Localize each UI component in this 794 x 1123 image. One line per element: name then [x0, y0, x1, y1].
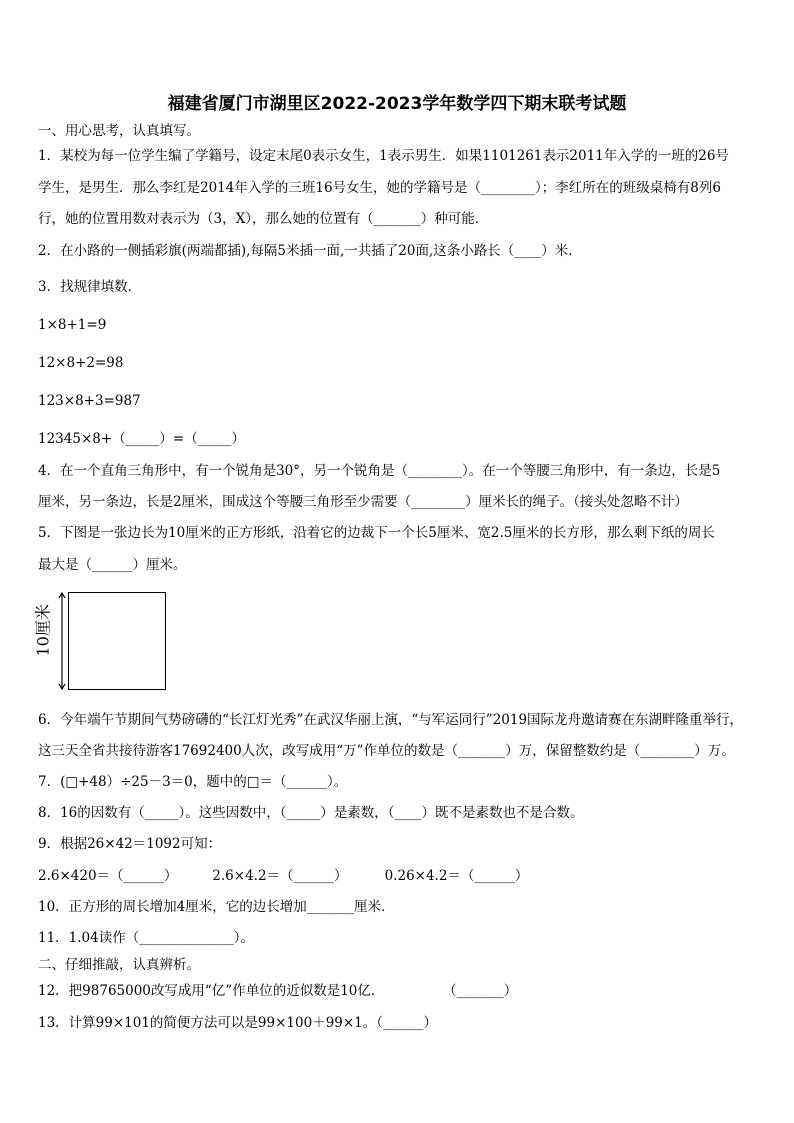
- section-heading-2: 二、仔细推敲，认真辨析。: [38, 957, 200, 973]
- question-8: 8．16的因数有（_____）。这些因数中，（_____）是素数，（____）既不是素数也不是合数。: [38, 805, 584, 821]
- page-title: 福建省厦门市湖里区2022-2023学年数学四下期末联考试题: [167, 94, 627, 114]
- question-1-line-2: 学生，是男生．那么李红是2014年入学的三班16号女生，她的学籍号是（________）；李红所在的班级桌椅有8列6: [38, 180, 721, 196]
- question-6-line-1: 6．今年端午节期间气势磅礴的“长江灯光秀”在武汉华丽上演，“与军运同行”2019国际龙舟邀请赛在东湖畔隆重举行，: [38, 712, 744, 728]
- question-9-items: [38, 867, 763, 885]
- question-6-line-2: 这三天全省共接待游客17692400人次，改写成用“万”作单位的数是（_______）万，保留整数约是（________）万。: [38, 743, 735, 759]
- question-12-answer-blank: （_______）: [443, 983, 518, 999]
- question-1-line-1: 1．某校为每一位学生编了学籍号，设定末尾0表示女生，1表示男生．如果1101261表示2011年入学的一班的26号: [38, 148, 729, 164]
- question-3-pattern-3: 123×8+3=987: [38, 393, 141, 409]
- dimension-arrow: [58, 592, 66, 690]
- question-3-pattern-2: 12×8+2=98: [38, 355, 124, 371]
- dimension-label: 10厘米: [33, 604, 53, 657]
- question-3: 3．找规律填数．: [38, 279, 142, 295]
- question-11: 11．1.04读作（______________）。: [38, 930, 254, 946]
- question-13: 13．计算99×101的简便方法可以是99×100＋99×1。（______）: [38, 1015, 438, 1031]
- question-9: 9．根据26×42＝1092可知：: [38, 836, 222, 852]
- question-1-line-3: 行，她的位置用数对表示为（3，X），那么她的位置有（_______）种可能．: [38, 211, 489, 227]
- question-10: 10．正方形的周长增加4厘米，它的边长增加_______厘米．: [38, 899, 395, 915]
- question-4-line-2: 厘米，另一条边，长是2厘米，围成这个等腰三角形至少需要（________）厘米长的绳子。（接头处忽略不计）: [38, 494, 688, 510]
- question-9-item-2: 2.6×4.2＝（______）: [212, 868, 348, 884]
- question-12-text: 12．把98765000改写成用“亿”作单位的近似数是10亿．: [38, 983, 385, 999]
- question-7: 7．(□+48）÷25－3＝0，题中的□＝（______）。: [38, 774, 348, 790]
- question-5-line-1: 5．下图是一张边长为10厘米的正方形纸，沿着它的边裁下一个长5厘米、宽2.5厘米的长方形，那么剩下纸的周长: [38, 525, 715, 541]
- question-12: [38, 982, 763, 1000]
- question-3-pattern-4: 12345×8+（_____）=（_____）: [38, 431, 245, 447]
- question-3-pattern-1: 1×8+1=9: [38, 317, 107, 333]
- question-4-line-1: 4．在一个直角三角形中，有一个锐角是30°，另一个锐角是（________）。在一个等腰三角形中，有一条边，长是5: [38, 463, 721, 479]
- square-figure: [68, 592, 166, 690]
- section-heading-1: 一、用心思考，认真填写。: [38, 123, 200, 139]
- question-9-item-3: 0.26×4.2＝（______）: [384, 868, 529, 884]
- question-5-line-2: 最大是（______）厘米。: [38, 557, 187, 573]
- question-2: 2．在小路的一侧插彩旗(两端都插),每隔5米插一面,一共插了20面,这条小路长（____）米．: [38, 243, 582, 259]
- question-9-item-1: 2.6×420＝（______）: [38, 868, 178, 884]
